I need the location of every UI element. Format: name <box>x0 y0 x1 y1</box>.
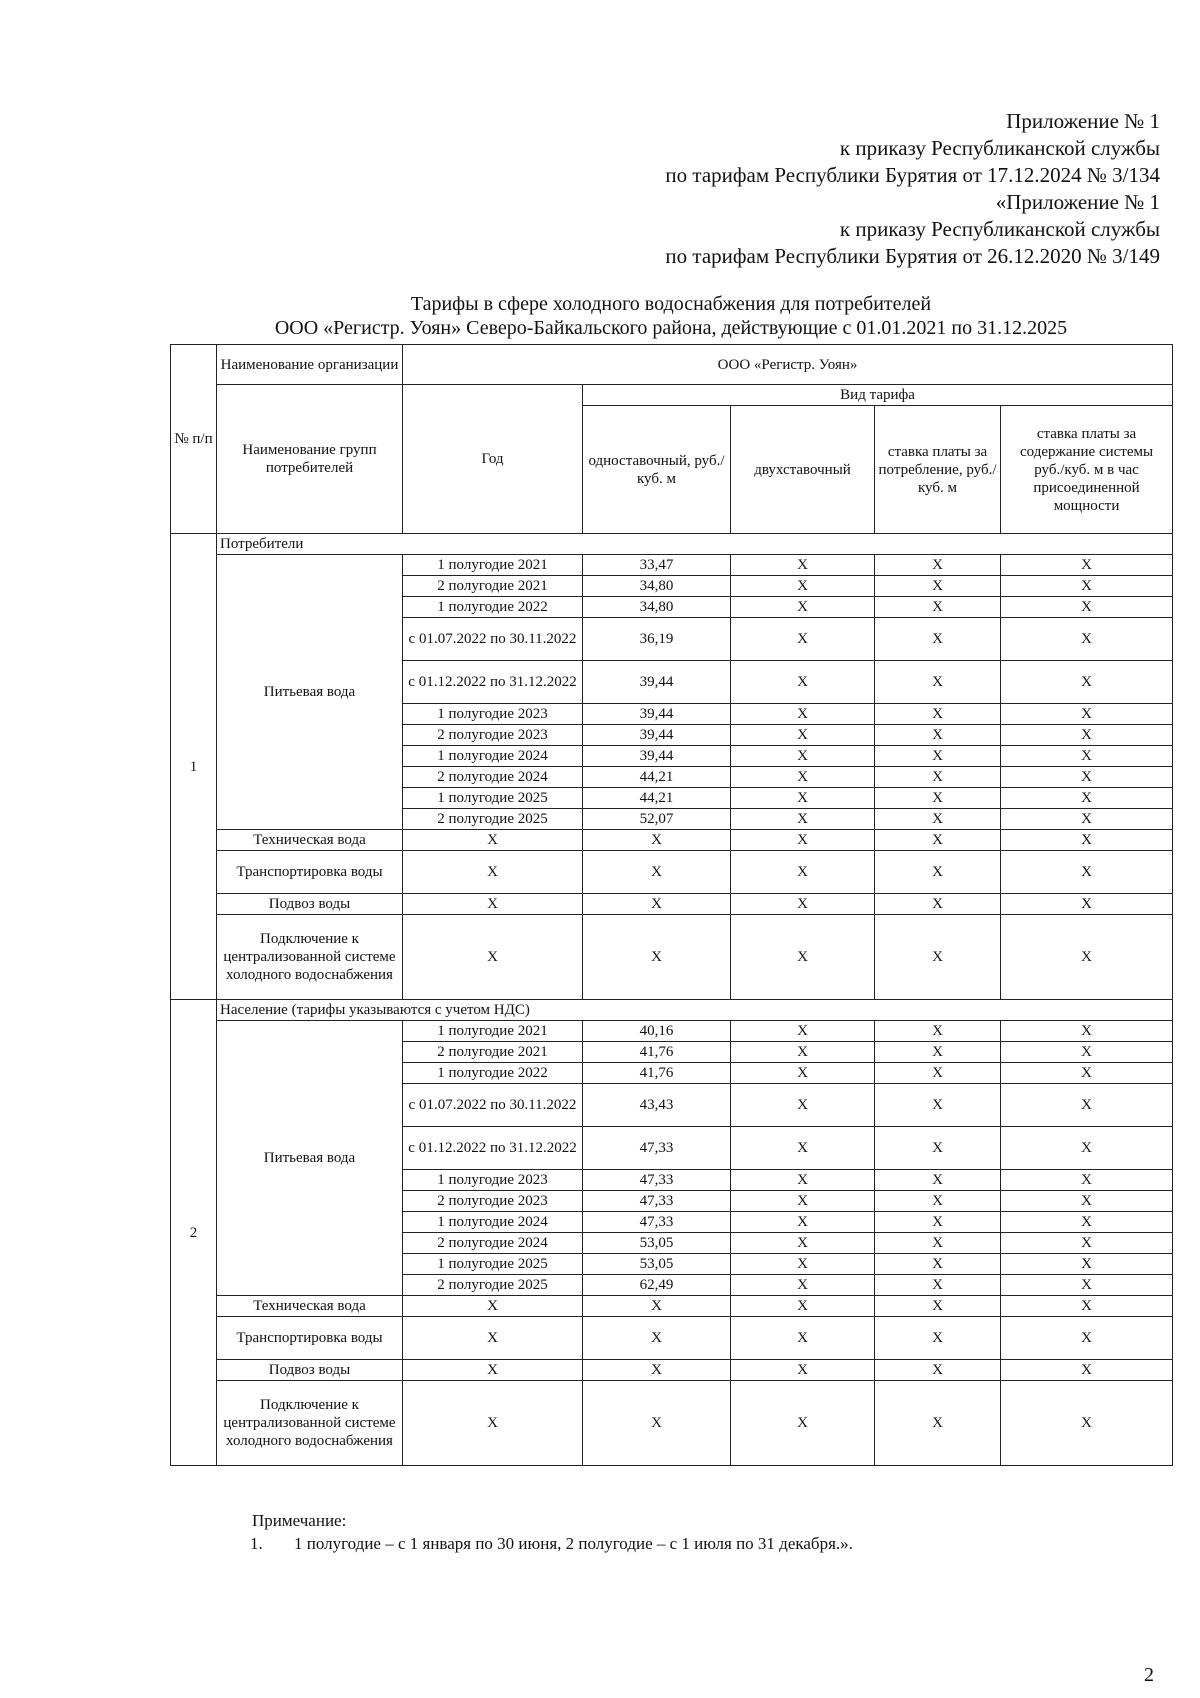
two-rate-cell: X <box>731 661 875 704</box>
value-cell: X <box>583 1296 731 1317</box>
consumption-rate-cell: X <box>875 809 1001 830</box>
table-row <box>171 830 1173 851</box>
consumption-rate-cell: X <box>875 555 1001 576</box>
two-rate-cell: X <box>731 1127 875 1170</box>
group-label-cell: Подключение к централизованной системе холодного водоснабжения <box>217 1381 403 1466</box>
single-rate-cell: 39,44 <box>583 725 731 746</box>
header-line: по тарифам Республики Бурятия от 17.12.2024 № 3/134 <box>665 163 1160 187</box>
period-cell: 1 полугодие 2025 <box>403 788 583 809</box>
value-cell: X <box>583 915 731 1000</box>
header-org-value: ООО «Регистр. Уоян» <box>403 345 1173 385</box>
value-cell: X <box>1001 1296 1173 1317</box>
section-title: Население (тарифы указываются с учетом НДС) <box>217 1000 1173 1021</box>
value-cell: X <box>875 915 1001 1000</box>
header-line: Приложение № 1 <box>1006 109 1160 133</box>
consumption-rate-cell: X <box>875 1191 1001 1212</box>
value-cell: X <box>403 1381 583 1466</box>
two-rate-cell: X <box>731 1212 875 1233</box>
two-rate-cell: X <box>731 1170 875 1191</box>
section-title-row <box>171 534 1173 555</box>
value-cell: X <box>875 894 1001 915</box>
maintenance-rate-cell: X <box>1001 1127 1173 1170</box>
consumption-rate-cell: X <box>875 1254 1001 1275</box>
maintenance-rate-cell: X <box>1001 597 1173 618</box>
table-row <box>171 555 1173 576</box>
maintenance-rate-cell: X <box>1001 1191 1173 1212</box>
group-label-cell: Подключение к централизованной системе холодного водоснабжения <box>217 915 403 1000</box>
two-rate-cell: X <box>731 809 875 830</box>
value-cell: X <box>1001 851 1173 894</box>
maintenance-rate-cell: X <box>1001 1084 1173 1127</box>
two-rate-cell: X <box>731 1084 875 1127</box>
consumption-rate-cell: X <box>875 1212 1001 1233</box>
header-line: к приказу Республиканской службы <box>839 217 1160 241</box>
two-rate-cell: X <box>731 746 875 767</box>
period-cell: 1 полугодие 2024 <box>403 1212 583 1233</box>
value-cell: X <box>1001 894 1173 915</box>
maintenance-rate-cell: X <box>1001 1212 1173 1233</box>
value-cell: X <box>731 1296 875 1317</box>
maintenance-rate-cell: X <box>1001 1170 1173 1191</box>
drinking-water-label: Питьевая вода <box>217 555 403 830</box>
single-rate-cell: 36,19 <box>583 618 731 661</box>
period-cell: 1 полугодие 2024 <box>403 746 583 767</box>
single-rate-cell: 52,07 <box>583 809 731 830</box>
period-cell: 2 полугодие 2023 <box>403 1191 583 1212</box>
value-cell: X <box>1001 1360 1173 1381</box>
table-row <box>171 1317 1173 1360</box>
two-rate-cell: X <box>731 704 875 725</box>
table-row <box>171 1381 1173 1466</box>
note-item <box>250 1533 853 1555</box>
single-rate-cell: 44,21 <box>583 788 731 809</box>
header-org-label: Наименование организации <box>217 345 403 385</box>
note-item-text: 1 полугодие – с 1 января по 30 июня, 2 полугодие – с 1 июля по 31 декабря.». <box>294 1534 853 1553</box>
value-cell: X <box>1001 915 1173 1000</box>
period-cell: 1 полугодие 2023 <box>403 704 583 725</box>
two-rate-cell: X <box>731 1233 875 1254</box>
two-rate-cell: X <box>731 555 875 576</box>
tariff-table <box>170 344 1173 1466</box>
maintenance-rate-cell: X <box>1001 788 1173 809</box>
document-header <box>520 108 1160 270</box>
two-rate-cell: X <box>731 1254 875 1275</box>
single-rate-cell: 43,43 <box>583 1084 731 1127</box>
single-rate-cell: 44,21 <box>583 767 731 788</box>
single-rate-cell: 47,33 <box>583 1212 731 1233</box>
header-consumption-rate: ставка платы за потребление, руб./ куб. м <box>875 406 1001 534</box>
period-cell: 2 полугодие 2025 <box>403 809 583 830</box>
two-rate-cell: X <box>731 597 875 618</box>
group-label-cell: Транспортировка воды <box>217 1317 403 1360</box>
maintenance-rate-cell: X <box>1001 809 1173 830</box>
value-cell: X <box>403 830 583 851</box>
header-line: «Приложение № 1 <box>995 190 1160 214</box>
two-rate-cell: X <box>731 576 875 597</box>
table-row <box>171 915 1173 1000</box>
note-item-number: 1. <box>250 1534 263 1553</box>
consumption-rate-cell: X <box>875 1021 1001 1042</box>
two-rate-cell: X <box>731 1021 875 1042</box>
section-title-row <box>171 1000 1173 1021</box>
two-rate-cell: X <box>731 767 875 788</box>
value-cell: X <box>583 1317 731 1360</box>
consumption-rate-cell: X <box>875 1233 1001 1254</box>
period-cell: 2 полугодие 2021 <box>403 1042 583 1063</box>
header-line: по тарифам Республики Бурятия от 26.12.2020 № 3/149 <box>665 244 1160 268</box>
title-line-1: Тарифы в сфере холодного водоснабжения для потребителей <box>410 293 932 315</box>
consumption-rate-cell: X <box>875 661 1001 704</box>
period-cell: с 01.12.2022 по 31.12.2022 <box>403 1127 583 1170</box>
value-cell: X <box>731 1317 875 1360</box>
period-cell: с 01.12.2022 по 31.12.2022 <box>403 661 583 704</box>
table-row <box>171 851 1173 894</box>
maintenance-rate-cell: X <box>1001 704 1173 725</box>
consumption-rate-cell: X <box>875 1275 1001 1296</box>
group-label-cell: Техническая вода <box>217 1296 403 1317</box>
two-rate-cell: X <box>731 788 875 809</box>
single-rate-cell: 40,16 <box>583 1021 731 1042</box>
consumption-rate-cell: X <box>875 1042 1001 1063</box>
maintenance-rate-cell: X <box>1001 661 1173 704</box>
maintenance-rate-cell: X <box>1001 767 1173 788</box>
consumption-rate-cell: X <box>875 1063 1001 1084</box>
header-year: Год <box>403 385 583 534</box>
value-cell: X <box>403 1317 583 1360</box>
two-rate-cell: X <box>731 618 875 661</box>
period-cell: 1 полугодие 2022 <box>403 597 583 618</box>
group-label-cell: Подвоз воды <box>217 1360 403 1381</box>
value-cell: X <box>731 1381 875 1466</box>
value-cell: X <box>731 894 875 915</box>
value-cell: X <box>875 1360 1001 1381</box>
value-cell: X <box>403 851 583 894</box>
value-cell: X <box>583 851 731 894</box>
maintenance-rate-cell: X <box>1001 1063 1173 1084</box>
maintenance-rate-cell: X <box>1001 1042 1173 1063</box>
maintenance-rate-cell: X <box>1001 746 1173 767</box>
consumption-rate-cell: X <box>875 746 1001 767</box>
period-cell: 1 полугодие 2022 <box>403 1063 583 1084</box>
single-rate-cell: 47,33 <box>583 1127 731 1170</box>
single-rate-cell: 62,49 <box>583 1275 731 1296</box>
section-number: 1 <box>171 534 217 1000</box>
single-rate-cell: 53,05 <box>583 1233 731 1254</box>
two-rate-cell: X <box>731 1063 875 1084</box>
period-cell: 1 полугодие 2025 <box>403 1254 583 1275</box>
consumption-rate-cell: X <box>875 597 1001 618</box>
single-rate-cell: 53,05 <box>583 1254 731 1275</box>
maintenance-rate-cell: X <box>1001 1254 1173 1275</box>
maintenance-rate-cell: X <box>1001 618 1173 661</box>
period-cell: 2 полугодие 2023 <box>403 725 583 746</box>
value-cell: X <box>1001 830 1173 851</box>
table-row <box>171 1296 1173 1317</box>
single-rate-cell: 39,44 <box>583 746 731 767</box>
single-rate-cell: 41,76 <box>583 1063 731 1084</box>
period-cell: 2 полугодие 2024 <box>403 1233 583 1254</box>
header-num: № п/п <box>171 345 217 534</box>
group-label-cell: Транспортировка воды <box>217 851 403 894</box>
maintenance-rate-cell: X <box>1001 555 1173 576</box>
single-rate-cell: 47,33 <box>583 1191 731 1212</box>
value-cell: X <box>875 830 1001 851</box>
two-rate-cell: X <box>731 725 875 746</box>
two-rate-cell: X <box>731 1042 875 1063</box>
consumption-rate-cell: X <box>875 576 1001 597</box>
header-maintenance-rate: ставка платы за содержание системы руб./куб. м в час присоединенной мощности <box>1001 406 1173 534</box>
header-line: к приказу Республиканской службы <box>839 136 1160 160</box>
single-rate-cell: 33,47 <box>583 555 731 576</box>
value-cell: X <box>875 1317 1001 1360</box>
period-cell: с 01.07.2022 по 30.11.2022 <box>403 1084 583 1127</box>
drinking-water-label: Питьевая вода <box>217 1021 403 1296</box>
value-cell: X <box>1001 1317 1173 1360</box>
table-row <box>171 1360 1173 1381</box>
value-cell: X <box>875 1296 1001 1317</box>
value-cell: X <box>731 851 875 894</box>
consumption-rate-cell: X <box>875 767 1001 788</box>
single-rate-cell: 34,80 <box>583 597 731 618</box>
consumption-rate-cell: X <box>875 704 1001 725</box>
value-cell: X <box>403 915 583 1000</box>
maintenance-rate-cell: X <box>1001 576 1173 597</box>
period-cell: 2 полугодие 2025 <box>403 1275 583 1296</box>
period-cell: 2 полугодие 2024 <box>403 767 583 788</box>
value-cell: X <box>403 894 583 915</box>
single-rate-cell: 39,44 <box>583 661 731 704</box>
consumption-rate-cell: X <box>875 1084 1001 1127</box>
consumption-rate-cell: X <box>875 1170 1001 1191</box>
period-cell: 2 полугодие 2021 <box>403 576 583 597</box>
two-rate-cell: X <box>731 1275 875 1296</box>
period-cell: 1 полугодие 2021 <box>403 1021 583 1042</box>
period-cell: 1 полугодие 2021 <box>403 555 583 576</box>
group-label-cell: Подвоз воды <box>217 894 403 915</box>
value-cell: X <box>875 1381 1001 1466</box>
value-cell: X <box>583 1381 731 1466</box>
value-cell: X <box>875 851 1001 894</box>
value-cell: X <box>731 830 875 851</box>
header-two-rate: двухставочный <box>731 406 875 534</box>
value-cell: X <box>731 915 875 1000</box>
single-rate-cell: 39,44 <box>583 704 731 725</box>
value-cell: X <box>583 830 731 851</box>
note-title: Примечание: <box>252 1511 347 1530</box>
title-line-2: ООО «Регистр. Уоян» Северо-Байкальского района, действующие с 01.01.2021 по 31.12.2025 <box>274 317 1068 339</box>
header-group-label: Наименование групп потребителей <box>217 385 403 534</box>
maintenance-rate-cell: X <box>1001 725 1173 746</box>
value-cell: X <box>731 1360 875 1381</box>
period-cell: с 01.07.2022 по 30.11.2022 <box>403 618 583 661</box>
value-cell: X <box>403 1296 583 1317</box>
value-cell: X <box>403 1360 583 1381</box>
table-row <box>171 894 1173 915</box>
consumption-rate-cell: X <box>875 725 1001 746</box>
maintenance-rate-cell: X <box>1001 1233 1173 1254</box>
header-single-rate: одноставочный, руб./ куб. м <box>583 406 731 534</box>
document-title <box>170 292 1172 340</box>
header-tariff-type: Вид тарифа <box>583 385 1173 406</box>
maintenance-rate-cell: X <box>1001 1021 1173 1042</box>
single-rate-cell: 34,80 <box>583 576 731 597</box>
single-rate-cell: 41,76 <box>583 1042 731 1063</box>
value-cell: X <box>583 1360 731 1381</box>
section-title: Потребители <box>217 534 1173 555</box>
page-number: 2 <box>1144 1664 1154 1686</box>
consumption-rate-cell: X <box>875 618 1001 661</box>
period-cell: 1 полугодие 2023 <box>403 1170 583 1191</box>
single-rate-cell: 47,33 <box>583 1170 731 1191</box>
table-row <box>171 1021 1173 1042</box>
consumption-rate-cell: X <box>875 788 1001 809</box>
consumption-rate-cell: X <box>875 1127 1001 1170</box>
value-cell: X <box>1001 1381 1173 1466</box>
group-label-cell: Техническая вода <box>217 830 403 851</box>
maintenance-rate-cell: X <box>1001 1275 1173 1296</box>
two-rate-cell: X <box>731 1191 875 1212</box>
value-cell: X <box>583 894 731 915</box>
section-number: 2 <box>171 1000 217 1466</box>
